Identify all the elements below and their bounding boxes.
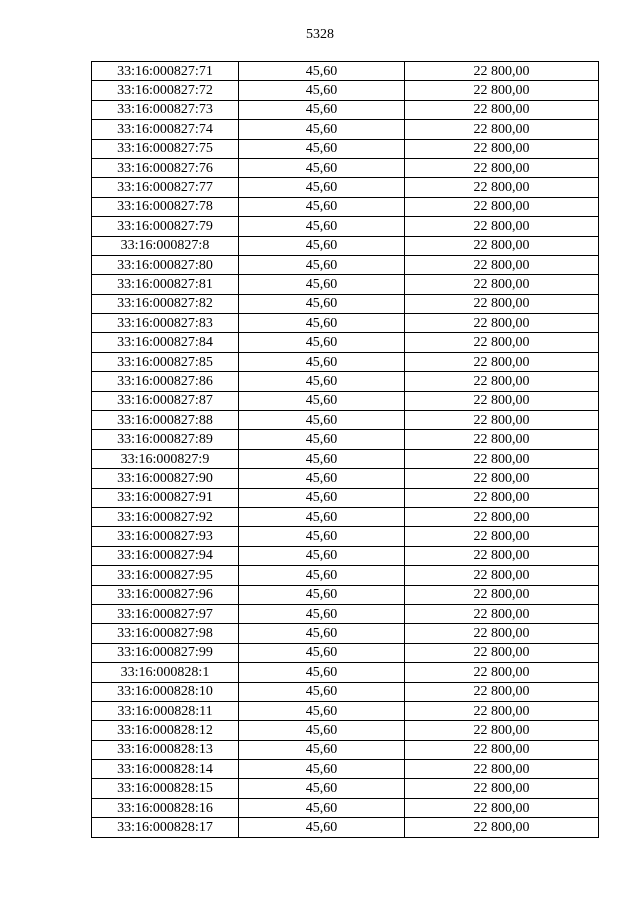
value-cell: 22 800,00: [405, 604, 599, 623]
table-row: [92, 391, 599, 410]
value-cell: 22 800,00: [405, 62, 599, 81]
cadastral-number-cell: 33:16:000827:98: [92, 624, 239, 643]
area-cell: 45,60: [239, 139, 405, 158]
table-row: [92, 62, 599, 81]
table-row: [92, 197, 599, 216]
value-cell: 22 800,00: [405, 275, 599, 294]
area-cell: 45,60: [239, 236, 405, 255]
data-table: [91, 61, 599, 838]
cadastral-number-cell: 33:16:000828:16: [92, 798, 239, 817]
cadastral-number-cell: 33:16:000827:84: [92, 333, 239, 352]
value-cell: 22 800,00: [405, 760, 599, 779]
area-cell: 45,60: [239, 760, 405, 779]
table-row: [92, 333, 599, 352]
value-cell: 22 800,00: [405, 81, 599, 100]
table-row: [92, 663, 599, 682]
cadastral-number-cell: 33:16:000827:83: [92, 314, 239, 333]
area-cell: 45,60: [239, 798, 405, 817]
area-cell: 45,60: [239, 682, 405, 701]
page-number: 5328: [306, 27, 334, 42]
value-cell: 22 800,00: [405, 217, 599, 236]
cadastral-number-cell: 33:16:000827:99: [92, 643, 239, 662]
cadastral-number-cell: 33:16:000828:15: [92, 779, 239, 798]
area-cell: 45,60: [239, 449, 405, 468]
value-cell: 22 800,00: [405, 663, 599, 682]
value-cell: 22 800,00: [405, 120, 599, 139]
area-cell: 45,60: [239, 411, 405, 430]
table-row: [92, 488, 599, 507]
table-row: [92, 643, 599, 662]
table-row: [92, 275, 599, 294]
area-cell: 45,60: [239, 604, 405, 623]
area-cell: 45,60: [239, 81, 405, 100]
cadastral-number-cell: 33:16:000827:93: [92, 527, 239, 546]
value-cell: 22 800,00: [405, 488, 599, 507]
table-row: [92, 178, 599, 197]
value-cell: 22 800,00: [405, 100, 599, 119]
table-row: [92, 139, 599, 158]
cadastral-number-cell: 33:16:000827:97: [92, 604, 239, 623]
cadastral-number-cell: 33:16:000827:76: [92, 158, 239, 177]
value-cell: 22 800,00: [405, 139, 599, 158]
cadastral-number-cell: 33:16:000827:81: [92, 275, 239, 294]
value-cell: 22 800,00: [405, 236, 599, 255]
cadastral-number-cell: 33:16:000827:9: [92, 449, 239, 468]
value-cell: 22 800,00: [405, 701, 599, 720]
value-cell: 22 800,00: [405, 178, 599, 197]
area-cell: 45,60: [239, 566, 405, 585]
table-row: [92, 798, 599, 817]
table-row: [92, 411, 599, 430]
area-cell: 45,60: [239, 740, 405, 759]
cadastral-number-cell: 33:16:000827:73: [92, 100, 239, 119]
table-row: [92, 81, 599, 100]
value-cell: 22 800,00: [405, 391, 599, 410]
area-cell: 45,60: [239, 779, 405, 798]
area-cell: 45,60: [239, 217, 405, 236]
table-row: [92, 818, 599, 837]
cadastral-number-cell: 33:16:000827:8: [92, 236, 239, 255]
area-cell: 45,60: [239, 430, 405, 449]
table-row: [92, 682, 599, 701]
cadastral-number-cell: 33:16:000828:14: [92, 760, 239, 779]
value-cell: 22 800,00: [405, 566, 599, 585]
area-cell: 45,60: [239, 100, 405, 119]
table-row: [92, 314, 599, 333]
value-cell: 22 800,00: [405, 682, 599, 701]
table-row: [92, 255, 599, 274]
value-cell: 22 800,00: [405, 469, 599, 488]
table-row: [92, 372, 599, 391]
table-row: [92, 294, 599, 313]
value-cell: 22 800,00: [405, 352, 599, 371]
cadastral-number-cell: 33:16:000827:89: [92, 430, 239, 449]
cadastral-number-cell: 33:16:000827:72: [92, 81, 239, 100]
value-cell: 22 800,00: [405, 527, 599, 546]
cadastral-number-cell: 33:16:000827:95: [92, 566, 239, 585]
value-cell: 22 800,00: [405, 643, 599, 662]
area-cell: 45,60: [239, 469, 405, 488]
value-cell: 22 800,00: [405, 372, 599, 391]
table-row: [92, 236, 599, 255]
table-row: [92, 721, 599, 740]
cadastral-number-cell: 33:16:000828:12: [92, 721, 239, 740]
table-row: [92, 566, 599, 585]
value-cell: 22 800,00: [405, 798, 599, 817]
area-cell: 45,60: [239, 721, 405, 740]
cadastral-number-cell: 33:16:000827:74: [92, 120, 239, 139]
cadastral-number-cell: 33:16:000828:11: [92, 701, 239, 720]
table-body: [92, 62, 599, 838]
table-row: [92, 217, 599, 236]
area-cell: 45,60: [239, 158, 405, 177]
cadastral-number-cell: 33:16:000827:71: [92, 62, 239, 81]
cadastral-number-cell: 33:16:000827:94: [92, 546, 239, 565]
cadastral-number-cell: 33:16:000827:80: [92, 255, 239, 274]
value-cell: 22 800,00: [405, 255, 599, 274]
table-row: [92, 527, 599, 546]
table-row: [92, 120, 599, 139]
cadastral-number-cell: 33:16:000828:10: [92, 682, 239, 701]
table-row: [92, 740, 599, 759]
area-cell: 45,60: [239, 527, 405, 546]
table-row: [92, 507, 599, 526]
cadastral-number-cell: 33:16:000827:96: [92, 585, 239, 604]
area-cell: 45,60: [239, 546, 405, 565]
value-cell: 22 800,00: [405, 818, 599, 837]
area-cell: 45,60: [239, 372, 405, 391]
area-cell: 45,60: [239, 701, 405, 720]
cadastral-number-cell: 33:16:000827:78: [92, 197, 239, 216]
value-cell: 22 800,00: [405, 294, 599, 313]
cadastral-number-cell: 33:16:000827:86: [92, 372, 239, 391]
value-cell: 22 800,00: [405, 449, 599, 468]
cadastral-number-cell: 33:16:000827:90: [92, 469, 239, 488]
area-cell: 45,60: [239, 585, 405, 604]
table-row: [92, 585, 599, 604]
area-cell: 45,60: [239, 314, 405, 333]
table-row: [92, 469, 599, 488]
table-row: [92, 158, 599, 177]
value-cell: 22 800,00: [405, 411, 599, 430]
cadastral-number-cell: 33:16:000827:91: [92, 488, 239, 507]
value-cell: 22 800,00: [405, 158, 599, 177]
cadastral-number-cell: 33:16:000827:79: [92, 217, 239, 236]
value-cell: 22 800,00: [405, 314, 599, 333]
area-cell: 45,60: [239, 275, 405, 294]
area-cell: 45,60: [239, 197, 405, 216]
table-row: [92, 624, 599, 643]
area-cell: 45,60: [239, 120, 405, 139]
table-row: [92, 604, 599, 623]
area-cell: 45,60: [239, 62, 405, 81]
area-cell: 45,60: [239, 294, 405, 313]
value-cell: 22 800,00: [405, 779, 599, 798]
area-cell: 45,60: [239, 624, 405, 643]
table-row: [92, 760, 599, 779]
table-row: [92, 546, 599, 565]
cadastral-number-cell: 33:16:000828:17: [92, 818, 239, 837]
cadastral-number-cell: 33:16:000828:13: [92, 740, 239, 759]
area-cell: 45,60: [239, 507, 405, 526]
value-cell: 22 800,00: [405, 721, 599, 740]
value-cell: 22 800,00: [405, 546, 599, 565]
cadastral-number-cell: 33:16:000827:77: [92, 178, 239, 197]
cadastral-number-cell: 33:16:000827:75: [92, 139, 239, 158]
area-cell: 45,60: [239, 352, 405, 371]
area-cell: 45,60: [239, 255, 405, 274]
cadastral-number-cell: 33:16:000828:1: [92, 663, 239, 682]
cadastral-number-cell: 33:16:000827:88: [92, 411, 239, 430]
table-row: [92, 352, 599, 371]
value-cell: 22 800,00: [405, 624, 599, 643]
table-row: [92, 430, 599, 449]
area-cell: 45,60: [239, 333, 405, 352]
value-cell: 22 800,00: [405, 740, 599, 759]
value-cell: 22 800,00: [405, 197, 599, 216]
value-cell: 22 800,00: [405, 585, 599, 604]
area-cell: 45,60: [239, 818, 405, 837]
table-row: [92, 701, 599, 720]
cadastral-number-cell: 33:16:000827:82: [92, 294, 239, 313]
area-cell: 45,60: [239, 663, 405, 682]
area-cell: 45,60: [239, 488, 405, 507]
area-cell: 45,60: [239, 643, 405, 662]
cadastral-number-cell: 33:16:000827:87: [92, 391, 239, 410]
area-cell: 45,60: [239, 178, 405, 197]
cadastral-number-cell: 33:16:000827:85: [92, 352, 239, 371]
table-row: [92, 449, 599, 468]
area-cell: 45,60: [239, 391, 405, 410]
value-cell: 22 800,00: [405, 333, 599, 352]
value-cell: 22 800,00: [405, 507, 599, 526]
cadastral-number-cell: 33:16:000827:92: [92, 507, 239, 526]
value-cell: 22 800,00: [405, 430, 599, 449]
table-row: [92, 779, 599, 798]
table-row: [92, 100, 599, 119]
